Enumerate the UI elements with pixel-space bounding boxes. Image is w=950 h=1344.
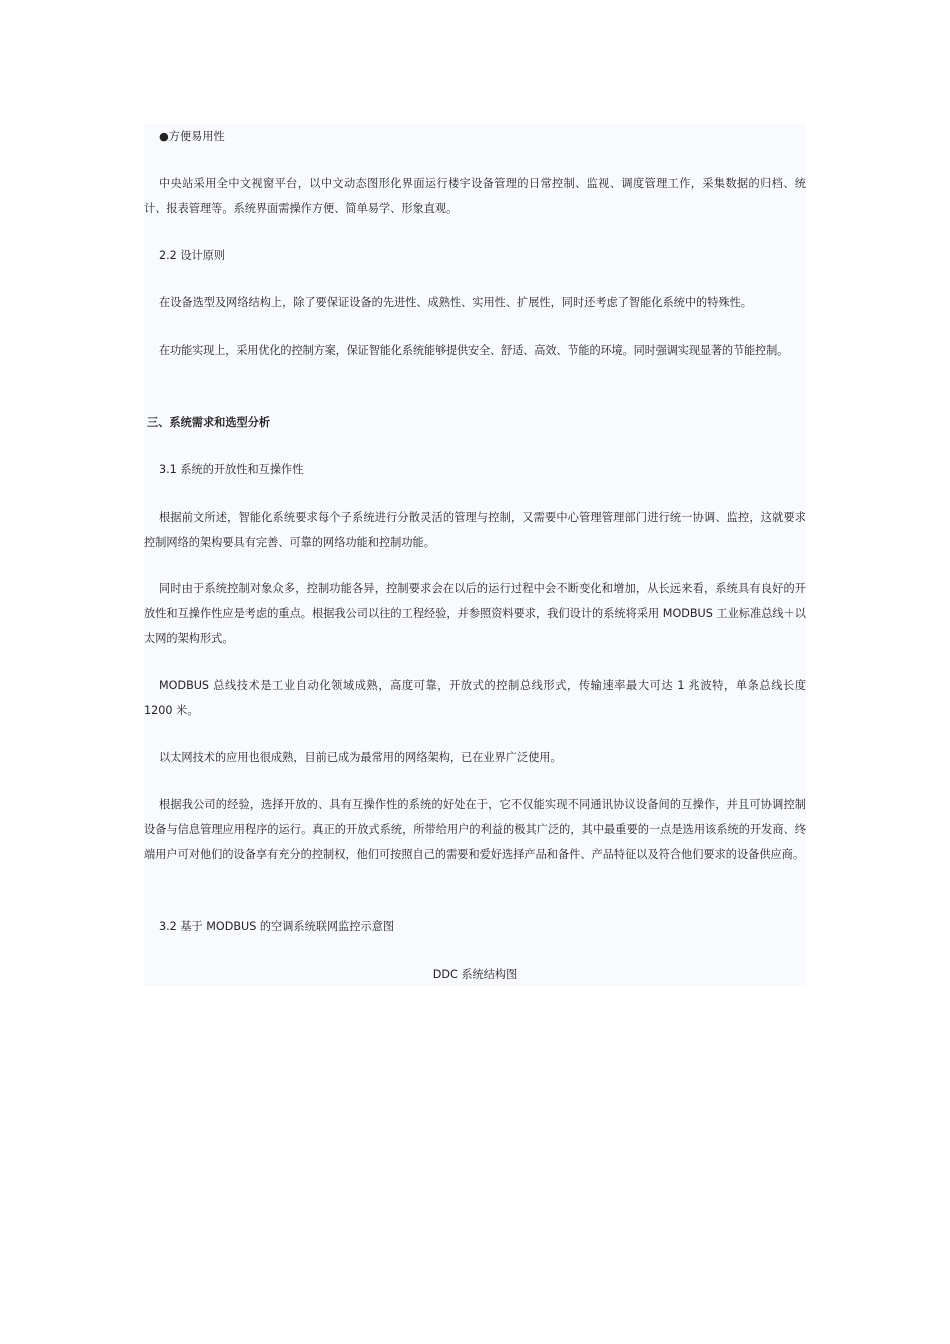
subheading-3-2: 3.2 基于 MODBUS 的空调系统联网监控示意图 bbox=[159, 920, 395, 933]
document-content bbox=[144, 124, 806, 987]
figure-caption-ddc: DDC 系统结构图 bbox=[432, 968, 518, 981]
subheading-3-1: 3.1 系统的开放性和互操作性 bbox=[159, 463, 304, 476]
paragraph-equipment: 在设备选型及网络结构上，除了要保证设备的先进性、成熟性、实用性、扩展性，同时还考虑了智能化系统中的特殊性。 bbox=[159, 296, 752, 309]
paragraph-ethernet: 以太网技术的应用也很成熟，目前已成为最常用的网络架构，已在业界广泛使用。 bbox=[159, 751, 562, 764]
paragraph-experience: 根据我公司的经验，选择开放的、具有互操作性的系统的好处在于，它不仅能实现不同通讯协议设备间的互操作，并且可协调控制设备与信息管理应用程序的运行。真正的开放式系统，所带给用户的利益的极其广泛的，其中最重要的一点是选用该系统的开发商、终端用户可对他们的设备享有充分的控制权，他们可按照自己的需要和爱好选择产品和备件、产品特征以及符合他们要求的设备供应商。 bbox=[144, 798, 806, 862]
paragraph-function: 在功能实现上，采用优化的控制方案，保证智能化系统能够提供安全、舒适、高效、节能的环境。同时强调实现显著的节能控制。 bbox=[159, 344, 789, 357]
subheading-2-2: 2.2 设计原则 bbox=[159, 249, 226, 262]
paragraph-central-station: 中央站采用全中文视窗平台，以中文动态图形化界面运行楼宇设备管理的日常控制、监视、调度管理工作，采集数据的归档、统计、报表管理等。系统界面需操作方便、简单易学、形象直观。 bbox=[144, 177, 806, 216]
paragraph-according: 根据前文所述，智能化系统要求每个子系统进行分散灵活的管理与控制，又需要中心管理管理部门进行统一协调、监控，这就要求控制网络的架构要具有完善、可靠的网络功能和控制功能。 bbox=[144, 511, 806, 550]
paragraph-meanwhile: 同时由于系统控制对象众多，控制功能各异，控制要求会在以后的运行过程中会不断变化和增加，从长远来看，系统具有良好的开放性和互操作性应是考虑的重点。根据我公司以往的工程经验，并参照资料要求，我们设计的系统将采用 MODBUS 工业标准总线＋以太网的架构形式。 bbox=[144, 582, 806, 646]
section-heading-3: 三、系统需求和选型分析 bbox=[147, 416, 271, 429]
paragraph-modbus: MODBUS 总线技术是工业自动化领域成熟，高度可靠，开放式的控制总线形式，传输速率最大可达 1 兆波特，单条总线长度 1200 米。 bbox=[144, 679, 806, 718]
item-convenience: ●方便易用性 bbox=[159, 130, 225, 143]
